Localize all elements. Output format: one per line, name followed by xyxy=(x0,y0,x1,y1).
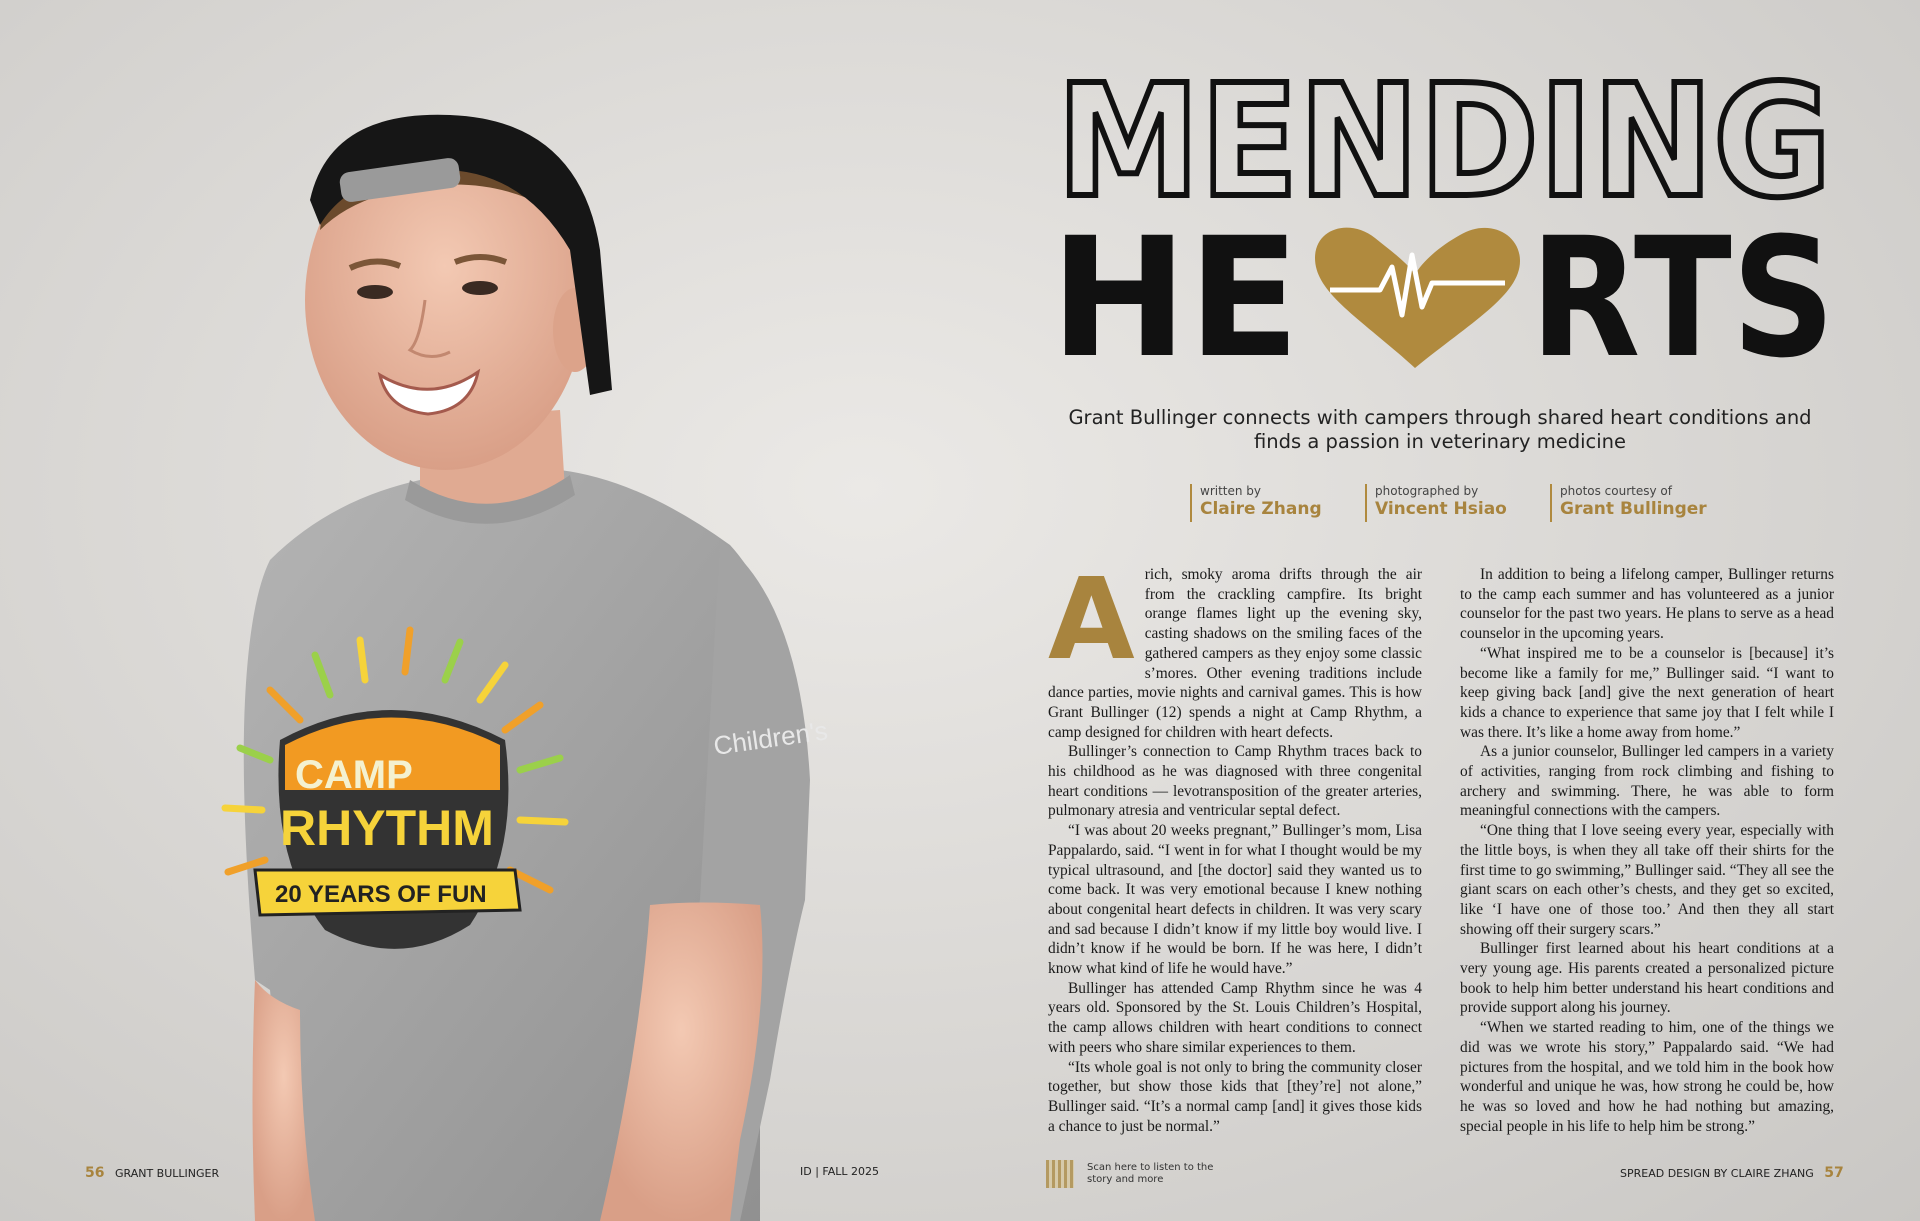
title-he: HE xyxy=(1050,202,1300,394)
paragraph: “Its whole goal is not only to bring the community closer together, but show those kids that [they’re] not alone,” Bullinger said. “It’s a normal camp [and] it gives those kids a chance to just be normal.” xyxy=(1048,1058,1422,1135)
title-mending: MENDING xyxy=(1056,51,1832,232)
credit-writer xyxy=(1190,484,1322,522)
credits xyxy=(1190,484,1750,524)
title-line1 xyxy=(1052,51,1837,232)
paragraph: “I was about 20 weeks pregnant,” Bullinger’s mom, Lisa Pappalardo, said. “I went in for what I thought would be my typical ultrasound, and [the doctor] said they wanted us to come back. It was very emotional because I knew nothing about congenital heart defects in children. It was very scary and sad because I didn’t know if my little boy would live. I didn’t know if he would be born. If he was here, I didn’t know what kind of life he would have.” xyxy=(1048,822,1422,978)
shirt-banner-text: 20 YEARS OF FUN xyxy=(275,881,487,908)
paragraph: Bullinger first learned about his heart conditions at a very young age. His parents created a personalized picture book to help him better understand his heart conditions and provide support along his journey. xyxy=(1460,940,1834,1017)
shirt-rhythm-text: RHYTHM xyxy=(280,800,494,856)
article-column-2 xyxy=(1460,565,1834,1136)
title-line2 xyxy=(1050,202,1840,394)
article-column-1 xyxy=(1048,555,1422,1136)
paragraph: “One thing that I love seeing every year, especially with the little boys, is when they all take off their shirts for the first time to go swimming,” Bullinger said. “They all see the giant scars on each other’s chests, and they get so excited, like ‘I have one of those too.’ And then they all start showing off their surgery scars.” xyxy=(1460,822,1834,938)
footer-right-label: SPREAD DESIGN BY CLAIRE ZHANG xyxy=(1620,1167,1814,1180)
page-number-right: 57 xyxy=(1824,1165,1844,1181)
shirt-camp-text: CAMP xyxy=(295,753,413,797)
footer-left xyxy=(85,1165,219,1181)
credit-courtesy xyxy=(1550,484,1707,522)
credit-role: photographed by xyxy=(1375,484,1479,498)
paragraph: Bullinger has attended Camp Rhythm since he was 4 years old. Sponsored by the St. Louis Children’s Hospital, the camp allows children with heart conditions to connect with peers who share similar experiences to them. xyxy=(1048,979,1422,1056)
qr-caption: Scan here to listen to the story and more xyxy=(1087,1162,1214,1185)
heart-icon xyxy=(1315,228,1520,368)
paragraph: In addition to being a lifelong camper, Bullinger returns to the camp each summer and has volunteered as a junior counselor for the past two years. He plans to serve as a head counselor in the upcoming years. xyxy=(1460,566,1834,643)
title-rts: RTS xyxy=(1530,202,1835,394)
paragraph: “When we started reading to him, one of the things we did was we wrote his story,” Pappalardo said. “We had pictures from the hospital, and we told him in the book how wonderful and unique he was, how strong he could be, how he was so loved and how he had nothing but amazing, special people in his life to help him be strong.” xyxy=(1460,1019,1834,1135)
footer-left-label: GRANT BULLINGER xyxy=(114,1167,220,1180)
qr-code[interactable] xyxy=(1046,1160,1074,1188)
credit-photographer xyxy=(1365,484,1507,522)
footer-right xyxy=(1620,1165,1844,1181)
credit-name: Vincent Hsiao xyxy=(1375,499,1507,519)
footer-center: ID | FALL 2025 xyxy=(800,1165,880,1178)
credit-name: Grant Bullinger xyxy=(1560,499,1707,519)
credit-role: written by xyxy=(1200,484,1262,498)
drop-cap: A xyxy=(1048,555,1135,685)
credit-role: photos courtesy of xyxy=(1560,484,1672,498)
sleeve-logo-text: Children's xyxy=(711,715,830,761)
paragraph: rich, smoky aroma drifts through the air from the crackling campfire. Its bright orange flames light up the evening sky, casting shadows on the smiling faces of the gathered campers as they enjoy some classic s’mores. Other evening traditions include dance parties, movie nights and carnival games. This is how Grant Bullinger (12) spends a night at Camp Rhythm, a camp designed for children with heart defects. xyxy=(1048,566,1422,741)
paragraph: Bullinger’s connection to Camp Rhythm traces back to his childhood as he was diagnosed with three congenital heart conditions — levotransposition of the greater arteries, pulmonary atresia and ventricular septal defect. xyxy=(1048,743,1422,820)
paragraph: As a junior counselor, Bullinger led campers in a variety of activities, ranging from rock climbing and fishing to archery and swimming. There, he was able to form meaningful connections with the campers. xyxy=(1460,743,1834,820)
credit-name: Claire Zhang xyxy=(1200,499,1322,519)
paragraph: “What inspired me to be a counselor is [because] it’s become like a family for me,” Bullinger said. “I want to keep giving back [and] give the next generation of heart kids a chance to experience that same joy that I felt while I was there. It’s like a home away from home.” xyxy=(1460,644,1834,741)
subtitle: Grant Bullinger connects with campers through shared heart conditions and finds a passion in veterinary medicine xyxy=(1068,406,1812,453)
page-number-left: 56 xyxy=(85,1165,105,1181)
